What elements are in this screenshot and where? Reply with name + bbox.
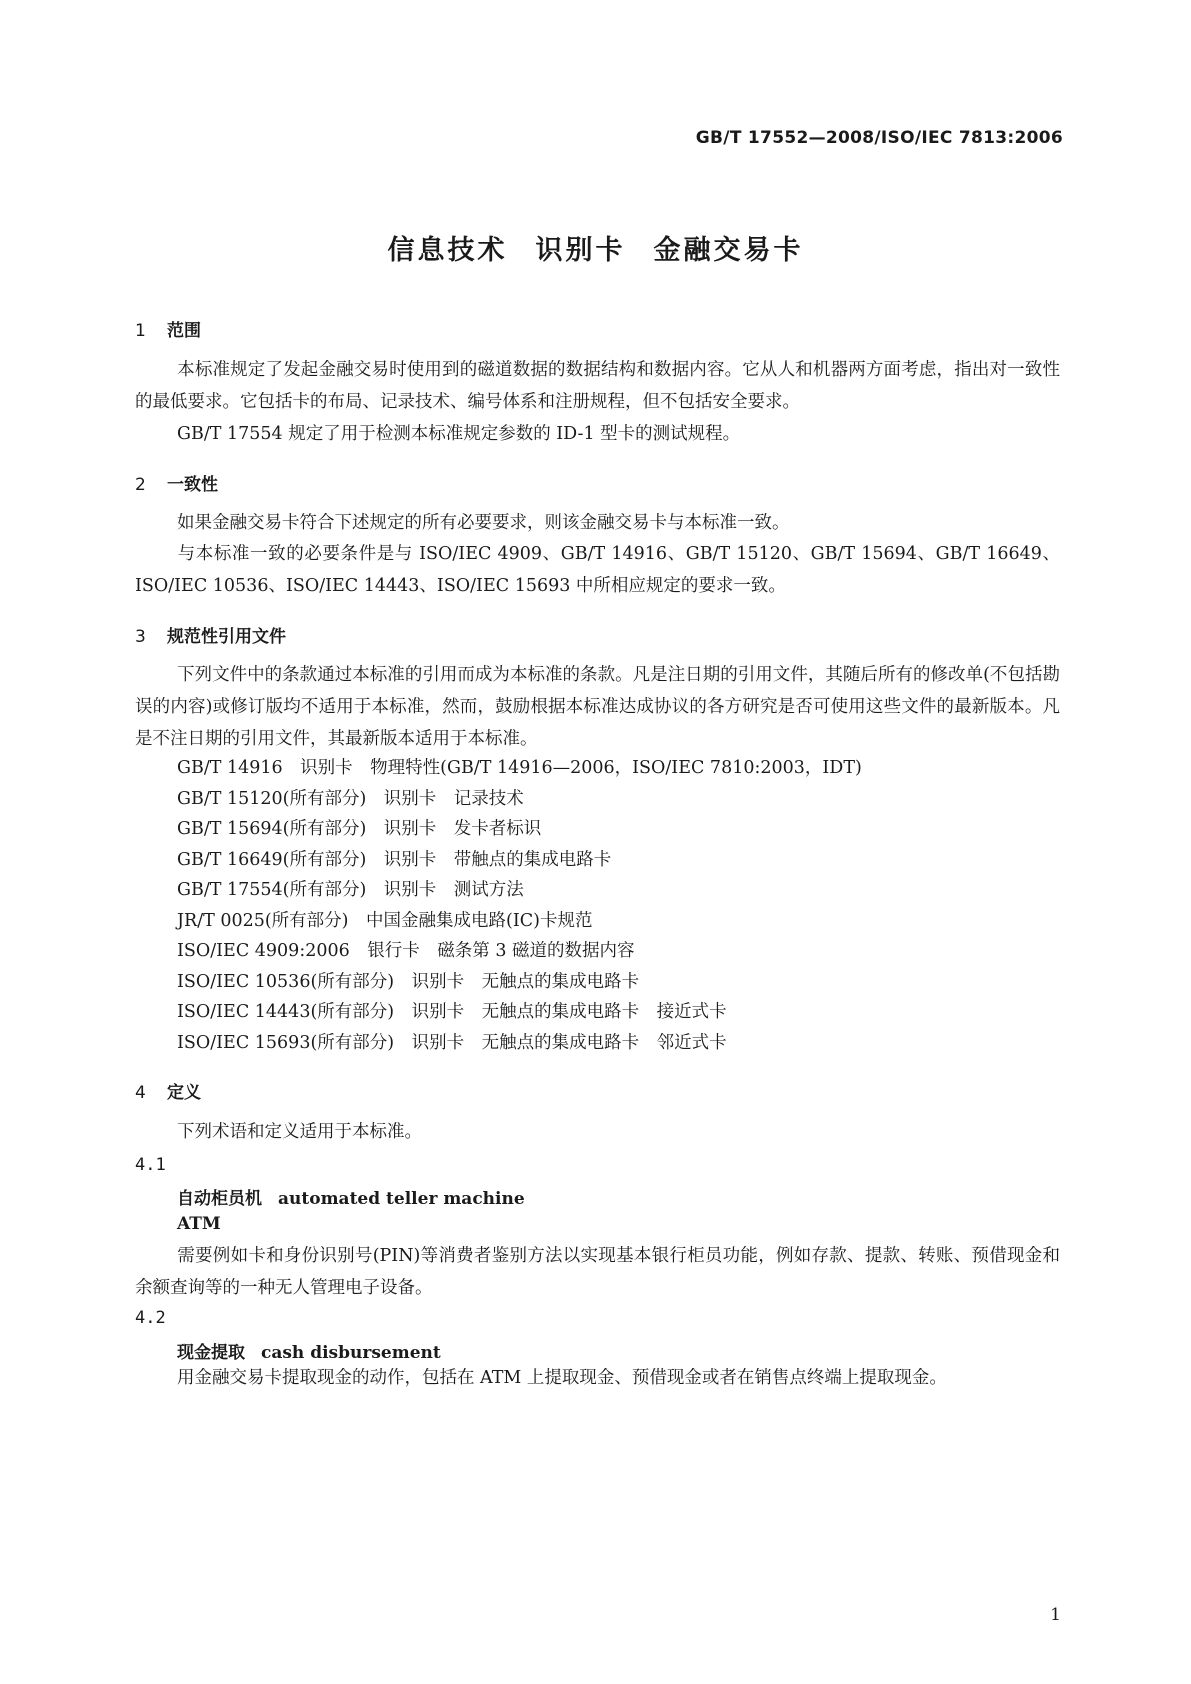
section-2-paragraph-1 — [135, 507, 1060, 539]
paragraph-text: 本标准规定了发起金融交易时使用到的磁道数据的数据结构和数据内容。它从人和机器两方面考虑，指出对一致性的最低要求。它包括卡的布局、记录技术、编号体系和注册规程，但不包括安全要求。 — [135, 360, 1060, 412]
paragraph-text: 需要例如卡和身份识别号(PIN)等消费者鉴别方法以实现基本银行柜员功能，例如存款、提款、转账、预借现金和余额查询等的一种无人管理电子设备。 — [135, 1246, 1060, 1298]
term-definition — [135, 1362, 1060, 1394]
section-number: 1 — [135, 321, 146, 341]
section-1-heading — [135, 316, 201, 341]
title-part-2: 识别卡 — [535, 235, 626, 266]
paragraph-text: 下列文件中的条款通过本标准的引用而成为本标准的条款。凡是注日期的引用文件，其随后所有的修改单(不包括勘误的内容)或修订版均不适用于本标准，然而，鼓励根据本标准达成协议的各方研究是否可使用这些文件的最新版本。凡是不注日期的引用文件，其最新版本适用于本标准。 — [135, 665, 1060, 749]
paragraph-text: 如果金融交易卡符合下述规定的所有必要要求，则该金融交易卡与本标准一致。 — [177, 513, 790, 533]
section-4-heading — [135, 1078, 201, 1103]
term-definition — [135, 1240, 1060, 1304]
section-3-paragraph-1 — [135, 659, 1060, 755]
section-number: 2 — [135, 475, 146, 495]
paragraph-text: 用金融交易卡提取现金的动作，包括在 ATM 上提取现金、预借现金或者在销售点终端上提取现金。 — [177, 1368, 947, 1388]
reference-item: ISO/IEC 15693(所有部分) 识别卡 无触点的集成电路卡 邻近式卡 — [177, 1033, 727, 1053]
section-3-heading — [135, 622, 286, 647]
term-chinese: 现金提取 — [177, 1343, 245, 1363]
section-number: 3 — [135, 627, 146, 647]
reference-item: JR/T 0025(所有部分) 中国金融集成电路(IC)卡规范 — [177, 911, 593, 931]
reference-item: ISO/IEC 14443(所有部分) 识别卡 无触点的集成电路卡 接近式卡 — [177, 1002, 727, 1022]
reference-item: ISO/IEC 4909:2006 银行卡 磁条第 3 磁道的数据内容 — [177, 941, 635, 961]
section-title: 一致性 — [167, 475, 218, 495]
paragraph-text: 与本标准一致的必要条件是与 ISO/IEC 4909、GB/T 14916、GB/T 15120、GB/T 15694、GB/T 16649、ISO/IEC 10536、ISO/IEC 14443、ISO/IEC 15693 中所相应规定的要求一致。 — [135, 544, 1060, 596]
clause-number: 4.1 — [135, 1155, 166, 1175]
term-heading — [177, 1338, 441, 1363]
page-number: 1 — [1050, 1605, 1061, 1625]
section-title: 范围 — [167, 321, 201, 341]
section-title: 定义 — [167, 1083, 201, 1103]
paragraph-text: 下列术语和定义适用于本标准。 — [177, 1122, 422, 1142]
clause-number: 4.2 — [135, 1308, 166, 1328]
term-english: automated teller machine — [278, 1189, 525, 1209]
document-title — [0, 228, 1191, 267]
section-1-paragraph-2 — [135, 418, 1060, 450]
paragraph-text: GB/T 17554 规定了用于检测本标准规定参数的 ID-1 型卡的测试规程。 — [177, 424, 741, 444]
standard-number: GB/T 17552—2008/ISO/IEC 7813:2006 — [695, 128, 1063, 148]
title-part-1: 信息技术 — [387, 235, 508, 266]
reference-item: GB/T 16649(所有部分) 识别卡 带触点的集成电路卡 — [177, 850, 612, 870]
section-number: 4 — [135, 1083, 146, 1103]
reference-item: ISO/IEC 10536(所有部分) 识别卡 无触点的集成电路卡 — [177, 972, 640, 992]
term-heading — [177, 1184, 525, 1209]
reference-item: GB/T 15694(所有部分) 识别卡 发卡者标识 — [177, 819, 542, 839]
reference-item: GB/T 17554(所有部分) 识别卡 测试方法 — [177, 880, 524, 900]
term-abbreviation — [177, 1214, 221, 1234]
reference-item: GB/T 15120(所有部分) 识别卡 记录技术 — [177, 789, 524, 809]
section-2-heading — [135, 470, 218, 495]
section-1-paragraph-1 — [135, 354, 1060, 418]
section-title: 规范性引用文件 — [167, 627, 286, 647]
term-english: cash disbursement — [261, 1343, 441, 1363]
term-chinese: 自动柜员机 — [177, 1189, 262, 1209]
reference-item: GB/T 14916 识别卡 物理特性(GB/T 14916—2006，ISO/IEC 7810:2003，IDT) — [177, 758, 862, 778]
term-abbr: ATM — [177, 1214, 221, 1234]
section-2-paragraph-2 — [135, 538, 1060, 602]
title-part-3: 金融交易卡 — [653, 235, 804, 266]
section-4-intro — [135, 1116, 1060, 1148]
